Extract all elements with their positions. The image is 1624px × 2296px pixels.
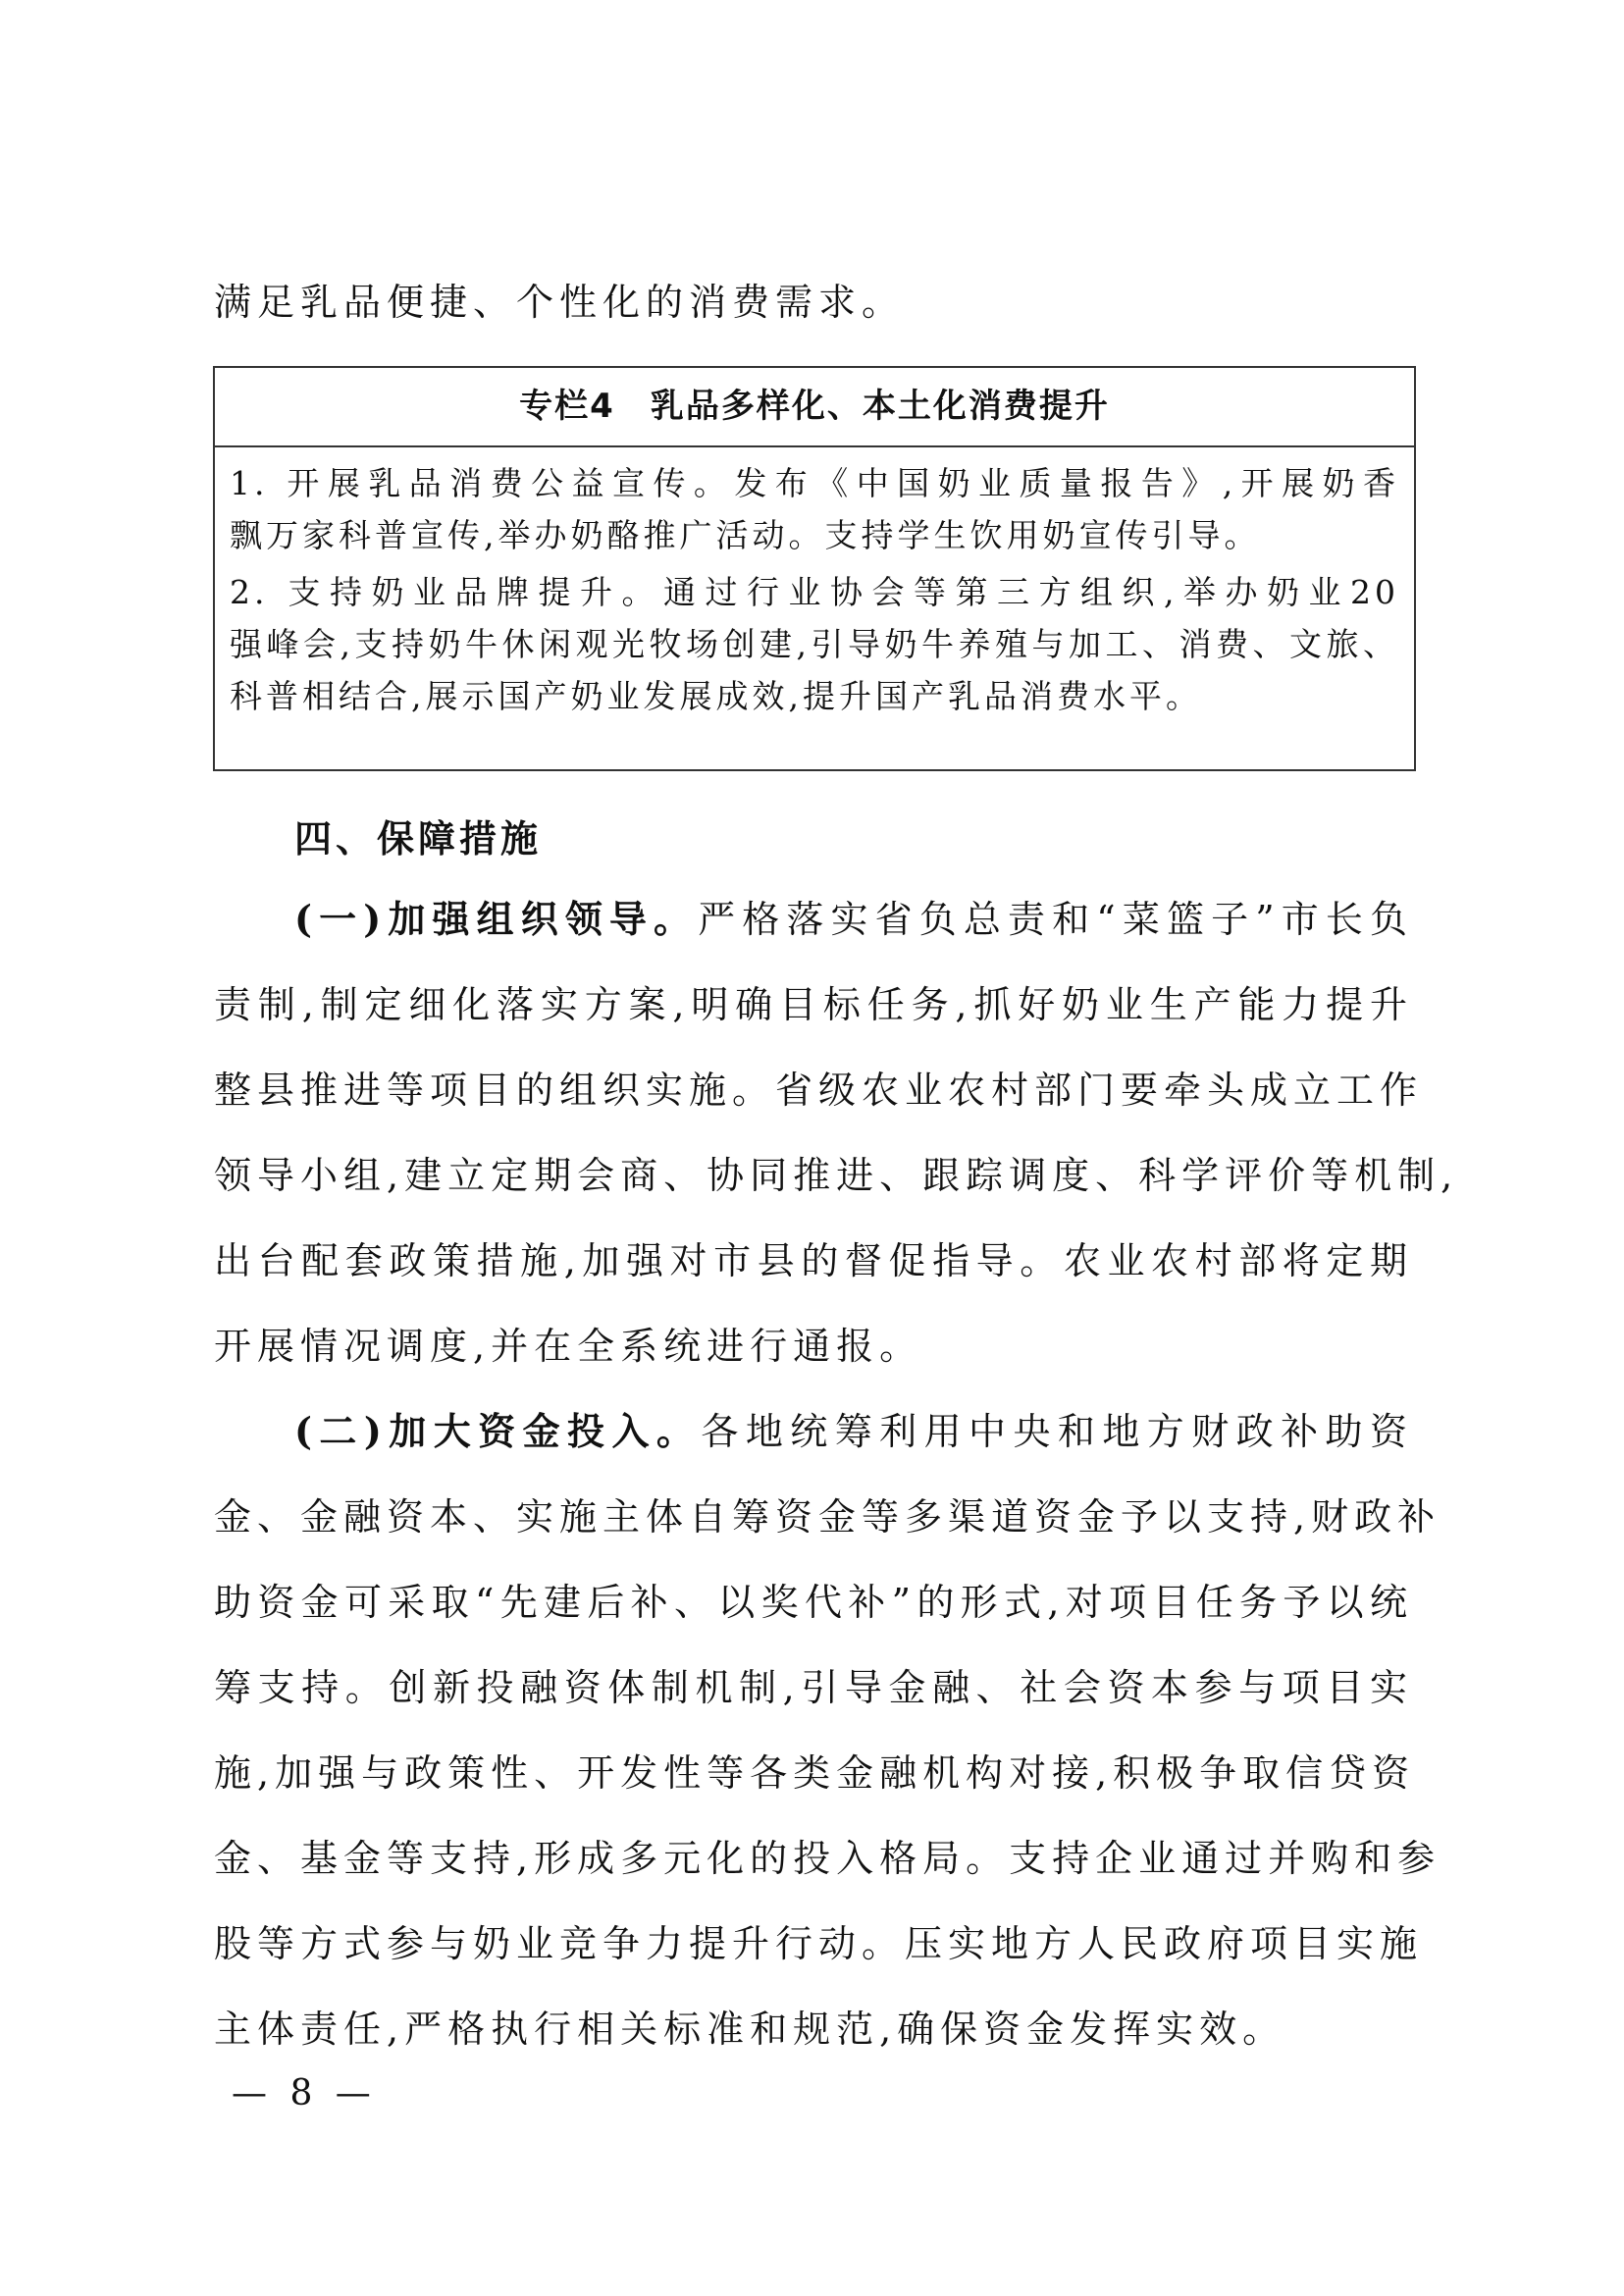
intro-line: 满足乳品便捷、个性化的消费需求。 xyxy=(214,281,906,324)
para2-line-6: 金、基金等支持,形成多元化的投入格局。支持企业通过并购和参 xyxy=(214,1837,1441,1880)
para2-line-3: 助资金可采取“先建后补、以奖代补”的形式,对项目任务予以统 xyxy=(214,1581,1413,1624)
feature-box xyxy=(213,366,1416,771)
para2-line-5: 施,加强与政策性、开发性等各类金融机构对接,积极争取信贷资 xyxy=(214,1751,1416,1795)
page-number: — 8 — xyxy=(232,2073,377,2113)
para1-line-3: 整县推进等项目的组织实施。省级农业农村部门要牵头成立工作 xyxy=(214,1069,1424,1112)
para1-line-6: 开展情况调度,并在全系统进行通报。 xyxy=(214,1325,923,1368)
box-line-3: 2. 支持奶业品牌提升。通过行业协会等第三方组织,举办奶业20 xyxy=(230,573,1399,611)
box-title: 专栏4 乳品多样化、本土化消费提升 xyxy=(215,368,1414,447)
para2-line-2: 金、金融资本、实施主体自筹资金等多渠道资金予以支持,财政补 xyxy=(214,1495,1441,1539)
section-heading: 四、保障措施 xyxy=(294,817,543,861)
para2-line-7: 股等方式参与奶业竞争力提升行动。压实地方人民政府项目实施 xyxy=(214,1922,1424,1965)
box-line-5: 科普相结合,展示国产奶业发展成效,提升国产乳品消费水平。 xyxy=(230,677,1202,715)
para1-line-2: 责制,制定细化落实方案,明确目标任务,抓好奶业生产能力提升 xyxy=(214,983,1413,1026)
para2-first-rest: 各地统筹利用中央和地方财政补助资 xyxy=(701,1410,1413,1453)
para2-line-8: 主体责任,严格执行相关标准和规范,确保资金发挥实效。 xyxy=(214,2008,1286,2051)
para1-line-5: 出台配套政策措施,加强对市县的督促指导。农业农村部将定期 xyxy=(214,1239,1413,1282)
para1-lead: (一)加强组织领导。 xyxy=(294,897,699,941)
para2-line-4: 筹支持。创新投融资体制机制,引导金融、社会资本参与项目实 xyxy=(214,1666,1413,1709)
box-line-2: 飘万家科普宣传,举办奶酪推广活动。支持学生饮用奶宣传引导。 xyxy=(230,516,1261,554)
box-line-4: 强峰会,支持奶牛休闲观光牧场创建,引导奶牛养殖与加工、消费、文旅、 xyxy=(230,625,1399,663)
para1-first-rest: 严格落实省负总责和“菜篮子”市长负 xyxy=(698,898,1413,941)
para1-line-4: 领导小组,建立定期会商、协同推进、跟踪调度、科学评价等机制, xyxy=(214,1154,1459,1197)
para1-first-line xyxy=(294,895,1413,944)
para2-lead: (二)加大资金投入。 xyxy=(294,1409,702,1453)
box-line-1: 1. 开展乳品消费公益宣传。发布《中国奶业质量报告》,开展奶香 xyxy=(230,464,1399,502)
para2-first-line xyxy=(294,1407,1413,1456)
